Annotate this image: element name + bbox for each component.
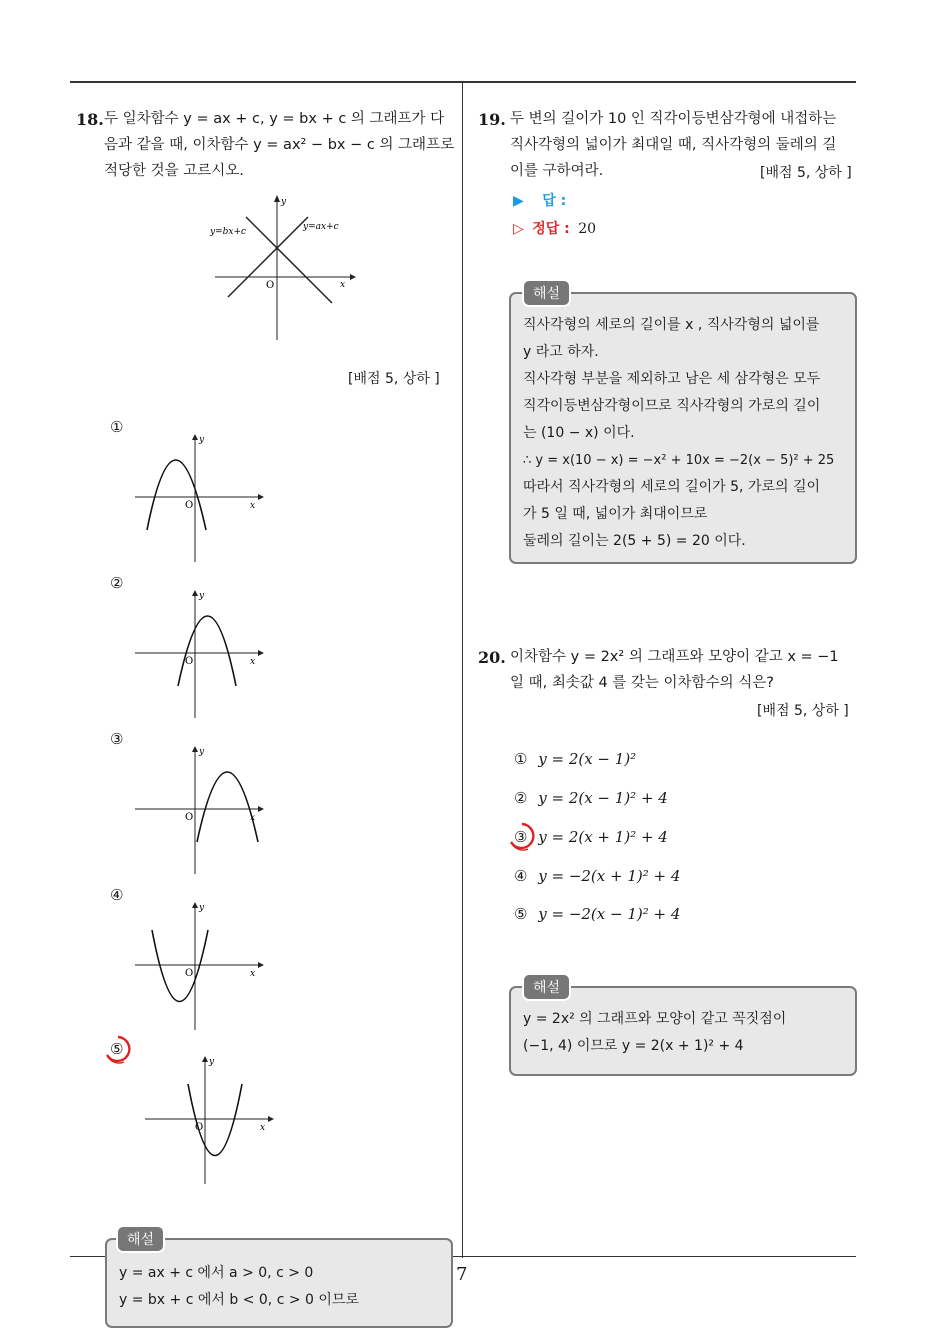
q18-graph-y: y [281, 197, 287, 207]
q20-score: [배점 5, 상하 ] [757, 703, 849, 719]
q18-explanation-line-2: y = bx + c 에서 b < 0, c > 0 이므로 [119, 1292, 359, 1308]
q20-option-1-text: y = 2(x − 1)² [538, 750, 637, 768]
q20-line-2: 일 때, 최솟값 4 를 갖는 이차함수의 식은? [510, 675, 774, 691]
q19-explanation-box [509, 292, 857, 564]
svg-text:x: x [260, 1123, 266, 1133]
q20-option-1-label: ① [514, 750, 528, 768]
q20-option-5[interactable] [514, 905, 680, 923]
q18-option-4-label[interactable]: ④ [110, 886, 124, 904]
q18-graph-origin: O [266, 280, 275, 291]
q18-lines-graph [200, 190, 360, 345]
q18-answer-circle-icon [102, 1033, 134, 1065]
top-rule [70, 81, 856, 83]
q19-explanation-line-4: 직각이등변삼각형이므로 직사각형의 가로의 길이 [523, 398, 821, 414]
q18-line-2: 음과 같을 때, 이차함수 y = ax² − bx − c 의 그래프로 [104, 137, 455, 153]
q20-option-1[interactable] [514, 750, 636, 768]
triangle-outline-icon: ▷ [513, 221, 524, 237]
q19-explanation-line-9: 둘레의 길이는 2(5 + 5) = 20 이다. [523, 533, 746, 549]
q18-score: [배점 5, 상하 ] [348, 371, 440, 387]
svg-text:x: x [250, 969, 256, 979]
q19-explanation-line-5: 는 (10 − x) 이다. [523, 425, 635, 441]
q18-option-2-label[interactable]: ② [110, 574, 124, 592]
q19-explanation-tag: 해설 [522, 279, 571, 307]
svg-text:y: y [199, 903, 205, 913]
svg-text:x: x [250, 813, 256, 823]
q20-explanation-content [523, 1006, 845, 1060]
q18-line-1: 두 일차함수 y = ax + c, y = bx + c 의 그래프가 다 [104, 111, 445, 127]
svg-text:O: O [185, 968, 194, 979]
q20-explanation-line-2: (−1, 4) 이므로 y = 2(x + 1)² + 4 [523, 1038, 744, 1054]
svg-text:O: O [185, 500, 194, 511]
q18-option-1-label[interactable]: ① [110, 418, 124, 436]
q20-option-2[interactable] [514, 789, 668, 807]
q20-option-3-text: y = 2(x + 1)² + 4 [538, 828, 668, 846]
q19-explanation-line-3: 직사각형 부분을 제외하고 남은 세 삼각형은 모두 [523, 371, 821, 387]
q19-answer-row [513, 190, 566, 210]
q18-graph-x: x [340, 280, 346, 290]
page-number: 7 [456, 1264, 468, 1285]
q19-line-3: 이를 구하여라. [510, 163, 604, 179]
svg-text:O: O [185, 656, 194, 667]
q20-option-2-label: ② [514, 789, 528, 807]
q18-option-3-label[interactable]: ③ [110, 730, 124, 748]
q19-explanation-line-7: 따라서 직사각형의 세로의 길이가 5, 가로의 길이 [523, 479, 821, 495]
play-icon: ▶ [513, 193, 524, 209]
q19-correct-label: 정답 : [532, 221, 570, 237]
q19-score: [배점 5, 상하 ] [760, 165, 852, 181]
q19-explanation-line-2: y 라고 하자. [523, 344, 599, 360]
q18-explanation-content [119, 1260, 441, 1314]
svg-text:O: O [185, 812, 194, 823]
svg-text:y: y [199, 435, 205, 445]
q19-line-2: 직사각형의 넓이가 최대일 때, 직사각형의 둘레의 길 [510, 137, 837, 153]
q20-explanation-line-1: y = 2x² 의 그래프와 모양이 같고 꼭짓점이 [523, 1011, 787, 1027]
q20-option-2-text: y = 2(x − 1)² + 4 [538, 789, 668, 807]
q18-explanation-line-1: y = ax + c 에서 a > 0, c > 0 [119, 1265, 314, 1281]
q18-option-5-label[interactable]: ⑤ [110, 1040, 124, 1058]
q19-explanation-line-8: 가 5 일 때, 넓이가 최대이므로 [523, 506, 708, 522]
q18-option-1-graph[interactable] [130, 430, 265, 565]
svg-text:y: y [209, 1057, 215, 1067]
q19-answer-label: 답 : [542, 193, 567, 209]
q20-option-4[interactable] [514, 867, 680, 885]
q19-explanation-line-1: 직사각형의 세로의 길이를 x , 직사각형의 넓이를 [523, 317, 820, 333]
svg-text:y: y [199, 747, 205, 757]
q18-explanation-tag: 해설 [116, 1225, 165, 1253]
q18-option-2-graph[interactable] [130, 586, 265, 721]
svg-text:x: x [250, 657, 256, 667]
q18-graph-label-line1: y=bx+c [210, 227, 247, 237]
q18-line-3: 적당한 것을 고르시오. [104, 163, 244, 179]
q19-number: 19. [478, 110, 506, 129]
q19-correct-row [513, 218, 596, 238]
column-divider [462, 83, 463, 1258]
q20-option-5-label: ⑤ [514, 905, 528, 923]
q20-option-4-label: ④ [514, 867, 528, 885]
q18-number: 18. [76, 110, 104, 129]
svg-text:O: O [195, 1122, 204, 1133]
q20-number: 20. [478, 648, 506, 667]
q20-explanation-tag: 해설 [522, 973, 571, 1001]
svg-text:y: y [199, 591, 205, 601]
q20-option-4-text: y = −2(x + 1)² + 4 [538, 867, 681, 885]
q19-line-1: 두 변의 길이가 10 인 직각이등변삼각형에 내접하는 [510, 111, 837, 127]
q20-answer-circle-icon [506, 820, 538, 852]
q18-option-3-graph[interactable] [130, 742, 265, 877]
q20-option-5-text: y = −2(x − 1)² + 4 [538, 905, 681, 923]
q20-option-3-label: ③ [514, 828, 528, 846]
q19-explanation-line-6: ∴ y = x(10 − x) = −x² + 10x = −2(x − 5)² + 25 [523, 453, 835, 468]
q18-option-4-graph[interactable] [130, 898, 265, 1033]
q20-line-1: 이차함수 y = 2x² 의 그래프와 모양이 같고 x = −1 [510, 649, 839, 665]
q18-option-5-graph[interactable] [140, 1052, 275, 1187]
q19-correct-value: 20 [578, 221, 597, 237]
q19-explanation-content [523, 312, 845, 555]
q18-graph-label-line2: y=ax+c [303, 222, 339, 232]
svg-text:x: x [250, 501, 256, 511]
